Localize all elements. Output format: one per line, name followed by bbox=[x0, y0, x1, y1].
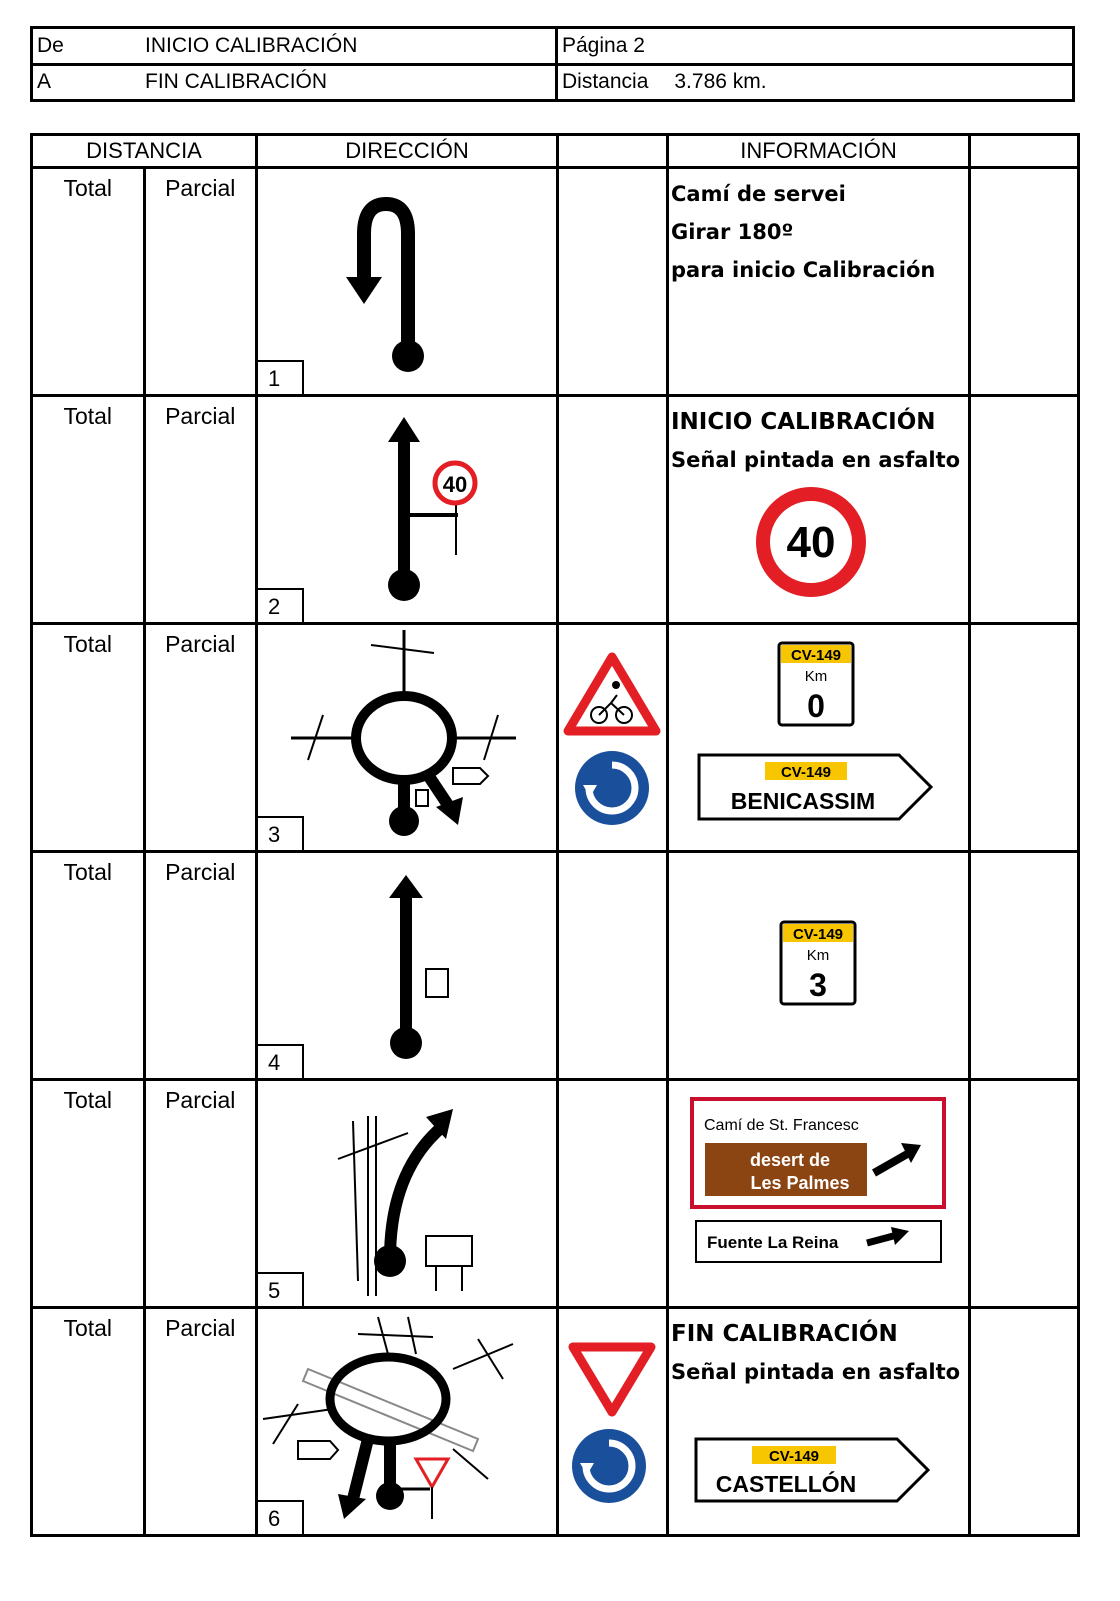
step-number: 2 bbox=[258, 588, 304, 622]
start-dot-icon bbox=[374, 1245, 406, 1277]
info-cell bbox=[668, 624, 970, 852]
page-number: Página 2 bbox=[562, 33, 645, 57]
km-value: 0 bbox=[807, 688, 825, 724]
km-post-icon bbox=[426, 969, 448, 997]
signs-cell bbox=[558, 1080, 668, 1308]
sign-small: Fuente La Reina bbox=[707, 1233, 839, 1252]
info-line: Camí de servei bbox=[671, 182, 846, 206]
km-road: CV-149 bbox=[792, 926, 844, 943]
sign-board-icon bbox=[426, 1236, 472, 1266]
signs-cell bbox=[558, 624, 668, 852]
direction-diagram bbox=[257, 1308, 558, 1536]
table-row bbox=[32, 396, 1079, 624]
total-label: Total bbox=[63, 631, 113, 657]
parcial-label: Parcial bbox=[165, 1087, 236, 1113]
start-dot-icon bbox=[376, 1482, 404, 1510]
from-label: De bbox=[37, 33, 64, 57]
dir-name: CASTELLÓN bbox=[715, 1471, 857, 1497]
to-label: A bbox=[37, 70, 52, 94]
speed-limit-big: 40 bbox=[786, 518, 836, 567]
table-row bbox=[32, 1308, 1079, 1536]
dir-name: BENICASSIM bbox=[730, 788, 876, 814]
notes-cell bbox=[970, 852, 1079, 1080]
total-label: Total bbox=[63, 175, 113, 201]
exit-arrow-icon bbox=[338, 1494, 366, 1519]
speed-limit-sign-icon bbox=[754, 485, 869, 600]
direction-sign-icon bbox=[298, 1441, 338, 1459]
cyclists-warning-icon bbox=[568, 657, 656, 731]
step-number: 6 bbox=[258, 1500, 304, 1534]
signs-cell bbox=[558, 1308, 668, 1536]
info-line: Señal pintada en asfalto bbox=[671, 448, 961, 472]
parcial-label: Parcial bbox=[165, 403, 236, 429]
km-label: Km bbox=[804, 668, 828, 685]
col-signs bbox=[558, 135, 668, 168]
parcial-label: Parcial bbox=[165, 175, 236, 201]
straight-arrow-icon bbox=[389, 875, 423, 898]
km-road: CV-149 bbox=[790, 647, 842, 664]
speed-limit-small: 40 bbox=[442, 472, 468, 497]
signs-cell bbox=[558, 168, 668, 396]
table-row bbox=[32, 624, 1079, 852]
sign-top: Camí de St. Francesc bbox=[704, 1117, 859, 1134]
col-direccion: DIRECCIÓN bbox=[257, 135, 558, 168]
route-header bbox=[30, 26, 1075, 102]
sign-brown-2: Les Palmes bbox=[750, 1173, 850, 1193]
dir-road: CV-149 bbox=[780, 764, 832, 781]
total-label: Total bbox=[63, 1087, 113, 1113]
distance-cell bbox=[557, 64, 1074, 101]
from-value: INICIO CALIBRACIÓN bbox=[145, 33, 358, 57]
km-value: 3 bbox=[809, 967, 827, 1003]
direction-sign-icon bbox=[453, 768, 488, 784]
page-cell bbox=[557, 28, 1074, 65]
direction-diagram bbox=[257, 396, 558, 624]
notes-cell bbox=[970, 1080, 1079, 1308]
info-line: para inicio Calibración bbox=[671, 258, 936, 282]
info-title: FIN CALIBRACIÓN bbox=[671, 1321, 898, 1347]
dir-road: CV-149 bbox=[768, 1448, 820, 1465]
parcial-label: Parcial bbox=[165, 631, 236, 657]
to-cell bbox=[32, 64, 557, 101]
parcial-label: Parcial bbox=[165, 1315, 236, 1341]
notes-cell bbox=[970, 624, 1079, 852]
col-notes bbox=[970, 135, 1079, 168]
start-dot-icon bbox=[390, 1027, 422, 1059]
yield-sign-icon bbox=[573, 1347, 651, 1412]
total-label: Total bbox=[63, 1315, 113, 1341]
info-cell bbox=[668, 396, 970, 624]
info-cell bbox=[668, 852, 970, 1080]
signs-cell bbox=[558, 396, 668, 624]
info-line: Girar 180º bbox=[671, 220, 794, 244]
direction-diagram bbox=[257, 852, 558, 1080]
start-dot-icon bbox=[389, 806, 419, 836]
distance-label: Distancia bbox=[562, 70, 649, 94]
direction-diagram bbox=[257, 168, 558, 396]
table-row bbox=[32, 168, 1079, 396]
notes-cell bbox=[970, 396, 1079, 624]
step-number: 4 bbox=[258, 1044, 304, 1078]
step-number: 5 bbox=[258, 1272, 304, 1306]
roadbook-table bbox=[30, 133, 1080, 1537]
signs-cell bbox=[558, 852, 668, 1080]
direction-diagram bbox=[257, 624, 558, 852]
col-distancia: DISTANCIA bbox=[32, 135, 257, 168]
total-label: Total bbox=[63, 859, 113, 885]
info-cell bbox=[668, 168, 970, 396]
col-informacion: INFORMACIÓN bbox=[668, 135, 970, 168]
total-label: Total bbox=[63, 403, 113, 429]
parcial-label: Parcial bbox=[165, 859, 236, 885]
info-title: INICIO CALIBRACIÓN bbox=[671, 409, 936, 435]
info-cell bbox=[668, 1080, 970, 1308]
step-number: 3 bbox=[258, 816, 304, 850]
info-cell bbox=[668, 1308, 970, 1536]
straight-arrow-icon bbox=[388, 417, 420, 442]
step-number: 1 bbox=[258, 360, 304, 394]
sign-brown-1: desert de bbox=[749, 1150, 831, 1170]
notes-cell bbox=[970, 168, 1079, 396]
to-value: FIN CALIBRACIÓN bbox=[145, 70, 328, 94]
traffic-signs bbox=[559, 625, 666, 850]
start-dot-icon bbox=[388, 569, 420, 601]
table-row bbox=[32, 1080, 1079, 1308]
start-dot-icon bbox=[392, 340, 424, 372]
traffic-signs bbox=[559, 1309, 666, 1534]
info-line: Señal pintada en asfalto bbox=[671, 1360, 961, 1384]
u-turn-arrow-icon bbox=[346, 277, 382, 304]
direction-diagram bbox=[257, 1080, 558, 1308]
km-label: Km bbox=[806, 947, 830, 964]
from-cell bbox=[32, 28, 557, 65]
distance-value: 3.786 km. bbox=[674, 70, 767, 94]
notes-cell bbox=[970, 1308, 1079, 1536]
yield-sign-icon bbox=[416, 1459, 448, 1487]
table-row bbox=[32, 852, 1079, 1080]
